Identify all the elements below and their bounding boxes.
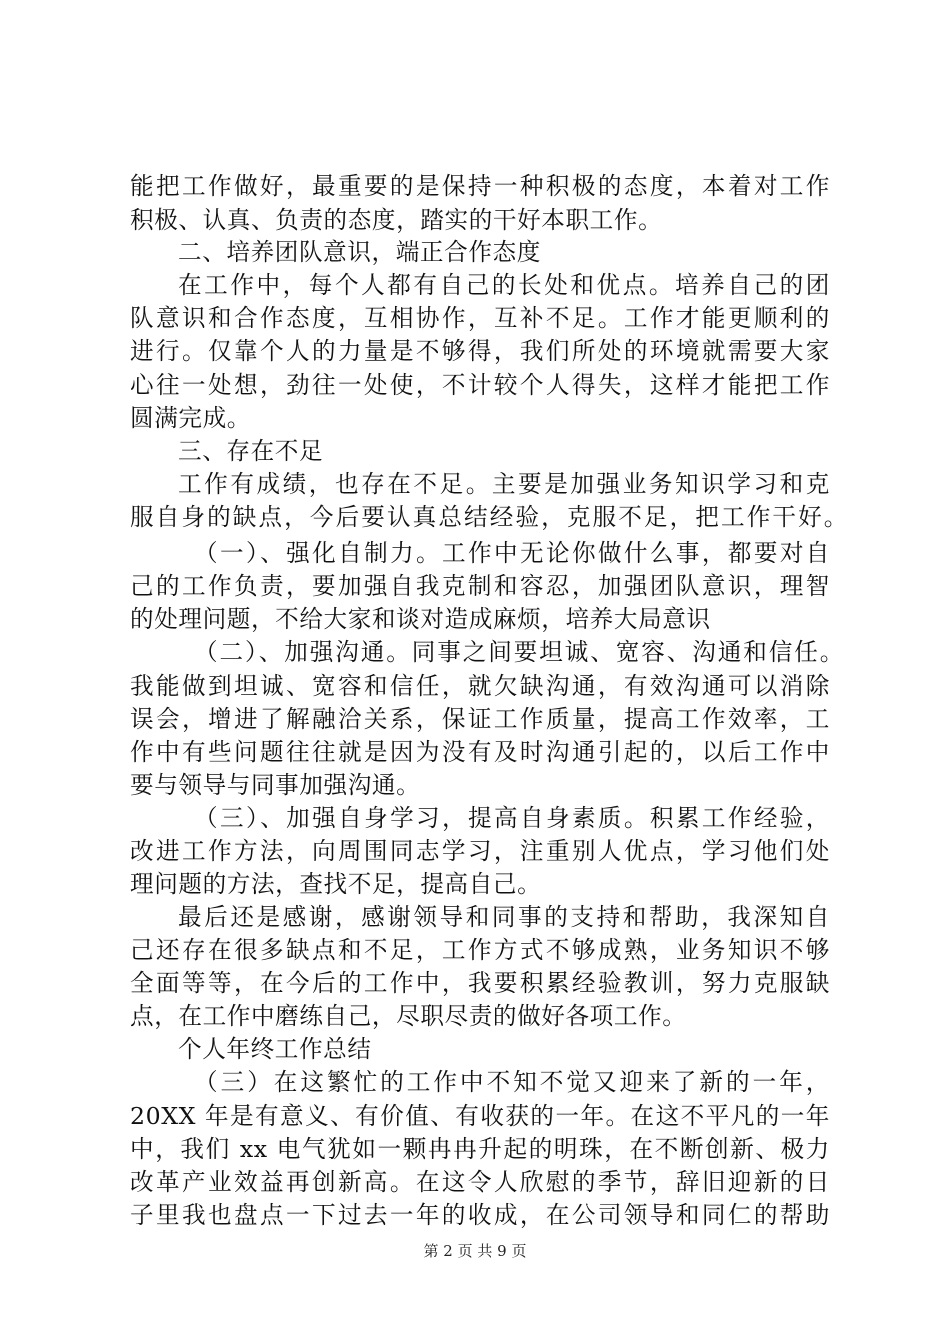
- body-line: 20XX 年是有意义、有价值、有收获的一年。在这不平凡的一年: [130, 1102, 830, 1130]
- body-line: 点，在工作中磨练自己，尽职尽责的做好各项工作。: [130, 1002, 687, 1030]
- body-line: 工作有成绩，也存在不足。主要是加强业务知识学习和克: [178, 470, 830, 498]
- body-line: 要与领导与同事加强沟通。: [130, 771, 421, 799]
- body-line: 改革产业效益再创新高。在这令人欣慰的季节，辞旧迎新的日: [130, 1168, 830, 1196]
- section-heading: 二、培养团队意识，端正合作态度: [178, 238, 541, 266]
- section-heading: 个人年终工作总结: [178, 1035, 372, 1063]
- body-line: 服自身的缺点，今后要认真总结经验，克服不足，把工作干好。: [130, 503, 848, 531]
- page-footer: 第 2 页 共 9 页: [423, 1242, 527, 1260]
- body-line: 进行。仅靠个人的力量是不够得，我们所处的环境就需要大家: [130, 337, 830, 365]
- body-line: 误会，增进了解融洽关系，保证工作质量，提高工作效率，工: [130, 705, 830, 733]
- body-line: 最后还是感谢，感谢领导和同事的支持和帮助，我深知自: [178, 903, 830, 931]
- body-line: （三）、加强自身学习，提高自身素质。积累工作经验，: [194, 804, 830, 832]
- body-line: 理问题的方法，查找不足，提高自己。: [130, 870, 542, 898]
- body-line: 作中有些问题往往就是因为没有及时沟通引起的，以后工作中: [130, 738, 830, 766]
- body-line: 心往一处想，劲往一处使，不计较个人得失，这样才能把工作: [130, 371, 830, 399]
- body-line: 全面等等，在今后的工作中，我要积累经验教训，努力克服缺: [130, 969, 830, 997]
- body-line: （一）、强化自制力。工作中无论你做什么事，都要对自: [194, 539, 830, 567]
- body-line: 我能做到坦诚、宽容和信任，就欠缺沟通，有效沟通可以消除: [130, 672, 830, 700]
- body-line: （二）、加强沟通。同事之间要坦诚、宽容、沟通和信任。: [194, 638, 844, 666]
- body-line: 己还存在很多缺点和不足，工作方式不够成熟，业务知识不够: [130, 936, 830, 964]
- body-line: 在工作中，每个人都有自己的长处和优点。培养自己的团: [178, 271, 830, 299]
- body-line: 积极、认真、负责的态度，踏实的干好本职工作。: [130, 206, 663, 234]
- body-line: 中，我们 xx 电气犹如一颗冉冉升起的明珠，在不断创新、极力: [130, 1135, 830, 1163]
- body-line: 能把工作做好，最重要的是保持一种积极的态度，本着对工作: [130, 172, 830, 200]
- body-line: 改进工作方法，向周围同志学习，注重别人优点，学习他们处: [130, 837, 830, 865]
- section-heading: 三、存在不足: [178, 437, 324, 465]
- body-line: 圆满完成。: [130, 404, 251, 432]
- body-line: 子里我也盘点一下过去一年的收成，在公司领导和同仁的帮助: [130, 1201, 830, 1229]
- body-line: （三）在这繁忙的工作中不知不觉又迎来了新的一年，: [194, 1068, 830, 1096]
- body-line: 己的工作负责，要加强自我克制和容忍，加强团队意识，理智: [130, 572, 830, 600]
- body-line: 队意识和合作态度，互相协作，互补不足。工作才能更顺利的: [130, 304, 830, 332]
- body-line: 的处理问题，不给大家和谈对造成麻烦，培养大局意识: [130, 605, 711, 633]
